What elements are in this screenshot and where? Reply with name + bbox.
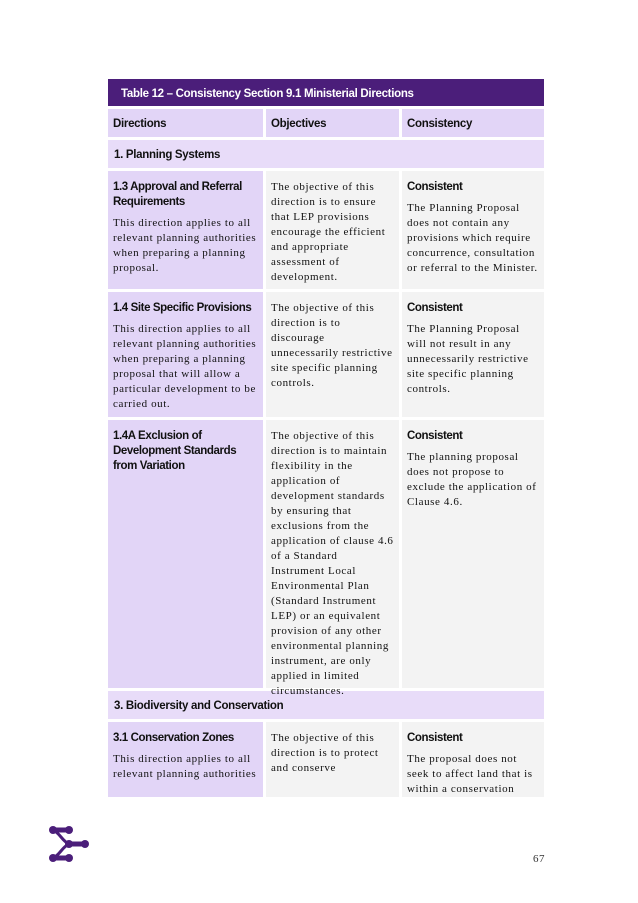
direction-cell bbox=[108, 420, 263, 688]
objective-cell bbox=[266, 420, 399, 697]
consistency-text: The planning proposal does not propose to exclude the application of Clause 4.6. bbox=[407, 451, 537, 508]
consistency-title: Consistent bbox=[407, 302, 463, 314]
table-row bbox=[108, 171, 544, 289]
objective-text: The objective of this direction is to maintain flexibility in the application of development standards by ensuring that exclusions from the application of clause 4.6 of a Standard Instrument Local Environmental Plan (Standard Instrument LEP) or an equivalent provision of any other environmental planning instrument, are only applied in limited circumstances. bbox=[271, 430, 394, 697]
direction-text: This direction applies to all relevant planning authorities bbox=[113, 753, 257, 780]
logo-icon bbox=[48, 825, 90, 863]
direction-cell bbox=[108, 722, 263, 797]
consistency-cell bbox=[402, 420, 544, 688]
consistency-cell bbox=[402, 171, 544, 289]
page-number: 67 bbox=[533, 853, 545, 865]
direction-title: 1.3 Approval and Referral Requirements bbox=[113, 181, 242, 208]
consistency-cell bbox=[402, 722, 544, 797]
consistency-title: Consistent bbox=[407, 732, 463, 744]
table-row bbox=[108, 722, 544, 797]
objective-text: The objective of this direction is to protect and conserve bbox=[271, 732, 379, 774]
direction-text: This direction applies to all relevant planning authorities when preparing a planning proposal that will allow a particular development to be carried out. bbox=[113, 323, 257, 410]
section-biodiversity: 3. Biodiversity and Conservation bbox=[108, 691, 544, 719]
consistency-title: Consistent bbox=[407, 430, 463, 442]
direction-title: 1.4A Exclusion of Development Standards from Variation bbox=[113, 430, 237, 472]
consistency-title: Consistent bbox=[407, 181, 463, 193]
consistency-text: The Planning Proposal will not result in any unnecessarily restrictive site specific planning controls. bbox=[407, 323, 529, 395]
direction-cell bbox=[108, 292, 263, 417]
header-objectives: Objectives bbox=[266, 109, 399, 137]
objective-cell bbox=[266, 722, 399, 797]
consistency-cell bbox=[402, 292, 544, 417]
objective-text: The objective of this direction is to discourage unnecessarily restrictive site specific planning controls. bbox=[271, 302, 393, 389]
direction-title: 1.4 Site Specific Provisions bbox=[113, 302, 252, 314]
table-row bbox=[108, 292, 544, 417]
objective-cell bbox=[266, 292, 399, 417]
consistency-text: The proposal does not seek to affect land that is within a conservation bbox=[407, 753, 533, 795]
objective-cell bbox=[266, 171, 399, 289]
table-row bbox=[108, 420, 544, 697]
consistency-text: The Planning Proposal does not contain any provisions which require concurrence, consultation or referral to the Minister. bbox=[407, 202, 538, 274]
header-directions: Directions bbox=[108, 109, 263, 137]
section-planning-systems: 1. Planning Systems bbox=[108, 140, 544, 168]
table-title: Table 12 – Consistency Section 9.1 Ministerial Directions bbox=[108, 79, 544, 106]
direction-title: 3.1 Conservation Zones bbox=[113, 732, 234, 744]
direction-cell bbox=[108, 171, 263, 289]
consistency-table bbox=[108, 79, 544, 797]
table-header-row bbox=[108, 109, 544, 137]
header-consistency: Consistency bbox=[402, 109, 544, 137]
direction-text: This direction applies to all relevant planning authorities when preparing a planning proposal. bbox=[113, 217, 257, 274]
objective-text: The objective of this direction is to ensure that LEP provisions encourage the efficient and appropriate assessment of development. bbox=[271, 181, 386, 283]
